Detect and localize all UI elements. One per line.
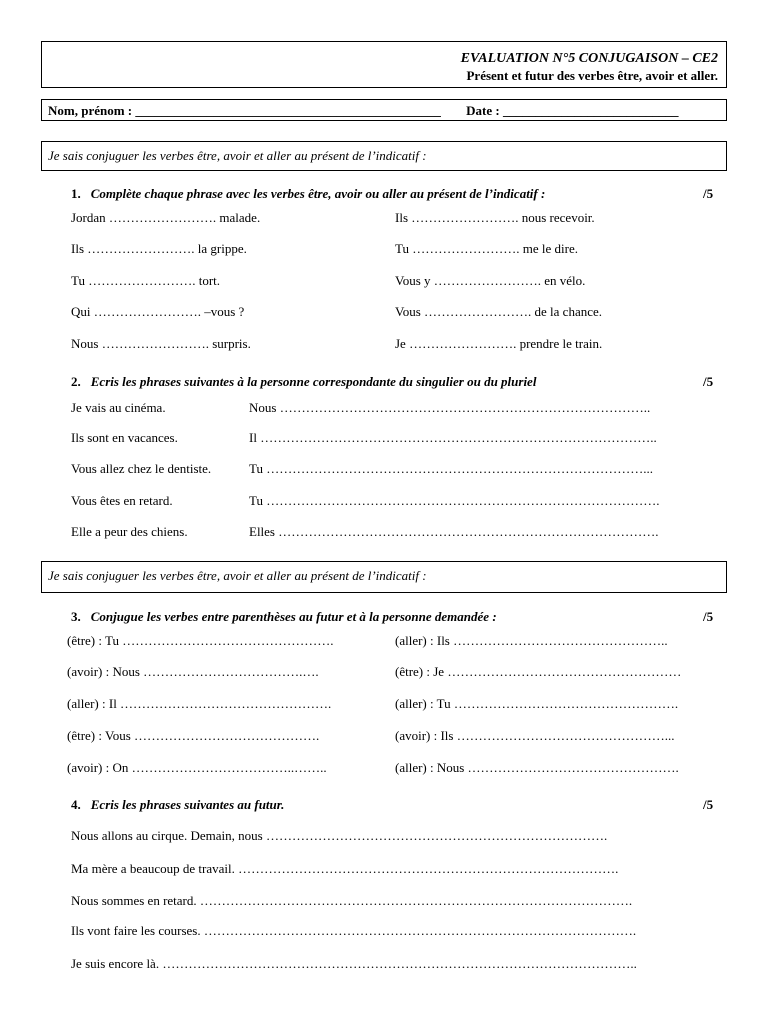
objective-box-2 bbox=[41, 561, 727, 593]
ex1-item[interactable]: Je ……………………. prendre le train. bbox=[395, 336, 603, 351]
exercise-2-score: /5 bbox=[703, 374, 714, 389]
ex4-answer-line[interactable]: Nous sommes en retard. ………………………………………………………………………………………. bbox=[71, 893, 633, 908]
exercise-4-score: /5 bbox=[703, 797, 714, 812]
ex3-item[interactable]: (aller) : Nous …………………………………………. bbox=[395, 760, 679, 775]
ex4-answer-line[interactable]: Je suis encore là. ……………………………………………………………………………………………….. bbox=[71, 956, 637, 971]
exercise-4-instruction: Ecris les phrases suivantes au futur. bbox=[90, 797, 285, 812]
objective-text-2: Je sais conjuguer les verbes être, avoir et aller au présent de l’indicatif : bbox=[48, 568, 427, 583]
ex3-item[interactable]: (avoir) : On ………………………………..…….. bbox=[67, 760, 327, 775]
name-date-box bbox=[41, 99, 727, 121]
ex4-answer-line[interactable]: Ma mère a beaucoup de travail. ……………………………………………………………………………. bbox=[71, 861, 619, 876]
exercise-1-number: 1. bbox=[71, 186, 81, 201]
page-title: EVALUATION N°5 CONJUGAISON – CE2 bbox=[460, 51, 718, 66]
header-box bbox=[41, 41, 727, 88]
exercise-3-title bbox=[71, 609, 497, 625]
ex2-answer-line[interactable]: Il ……………………………………………………………………………….. bbox=[249, 430, 657, 445]
ex1-item[interactable]: Qui ……………………. –vous ? bbox=[71, 304, 245, 319]
objective-box-1 bbox=[41, 141, 727, 171]
name-label: Nom, prénom : bbox=[48, 103, 133, 118]
ex1-item[interactable]: Vous y ……………………. en vélo. bbox=[395, 273, 586, 288]
ex4-answer-line[interactable]: Nous allons au cirque. Demain, nous ……………………………………………………………………. bbox=[71, 828, 608, 843]
objective-text-1: Je sais conjuguer les verbes être, avoir et aller au présent de l’indicatif : bbox=[48, 148, 427, 163]
date-label: Date : bbox=[466, 103, 500, 118]
exercise-2-number: 2. bbox=[71, 374, 81, 389]
exercise-2-instruction: Ecris les phrases suivantes à la personne correspondante du singulier ou du pluriel bbox=[90, 374, 537, 389]
ex1-item[interactable]: Tu ……………………. me le dire. bbox=[395, 241, 578, 256]
exercise-3-number: 3. bbox=[71, 609, 81, 624]
exercise-1-instruction: Complète chaque phrase avec les verbes être, avoir ou aller au présent de l’indicatif : bbox=[90, 186, 546, 201]
exercise-4-number: 4. bbox=[71, 797, 81, 812]
ex2-source-sentence: Ils sont en vacances. bbox=[71, 430, 178, 445]
ex3-item[interactable]: (être) : Je ……………………………………………… bbox=[395, 664, 682, 679]
ex2-source-sentence: Elle a peur des chiens. bbox=[71, 524, 188, 539]
exercise-3-instruction: Conjugue les verbes entre parenthèses au futur et à la personne demandée : bbox=[90, 609, 497, 624]
ex2-answer-line[interactable]: Nous ………………………………………………………………………….. bbox=[249, 400, 651, 415]
ex2-answer-line[interactable]: Tu ……………………………………………………………………………... bbox=[249, 461, 653, 476]
page-subtitle: Présent et futur des verbes être, avoir et aller. bbox=[466, 68, 718, 83]
ex4-answer-line[interactable]: Ils vont faire les courses. ………………………………………………………………………………………. bbox=[71, 923, 637, 938]
ex3-item[interactable]: (être) : Vous ……………………………………. bbox=[67, 728, 320, 743]
exercise-1-title bbox=[71, 186, 545, 202]
name-field[interactable]: _______________________________________________ bbox=[135, 103, 441, 118]
ex2-source-sentence: Je vais au cinéma. bbox=[71, 400, 166, 415]
exercise-2-title bbox=[71, 374, 536, 390]
ex1-item[interactable]: Nous ……………………. surpris. bbox=[71, 336, 251, 351]
ex3-item[interactable]: (avoir) : Nous ……………………………….…. bbox=[67, 664, 319, 679]
ex1-item[interactable]: Vous ……………………. de la chance. bbox=[395, 304, 603, 319]
ex3-item[interactable]: (aller) : Il …………………………………………. bbox=[67, 696, 332, 711]
ex1-item[interactable]: Ils ……………………. nous recevoir. bbox=[395, 210, 595, 225]
ex1-item[interactable]: Tu ……………………. tort. bbox=[71, 273, 221, 288]
ex2-answer-line[interactable]: Tu ………………………………………………………………………………. bbox=[249, 493, 660, 508]
ex2-source-sentence: Vous êtes en retard. bbox=[71, 493, 173, 508]
date-field[interactable]: ___________________________ bbox=[502, 103, 679, 118]
exercise-3-score: /5 bbox=[703, 609, 714, 624]
ex1-item[interactable]: Jordan ……………………. malade. bbox=[71, 210, 261, 225]
ex3-item[interactable]: (avoir) : Ils …………………………………………... bbox=[395, 728, 675, 743]
exercise-4-title bbox=[71, 797, 284, 813]
ex3-item[interactable]: (aller) : Tu ……………………………………………. bbox=[395, 696, 679, 711]
ex3-item[interactable]: (être) : Tu …………………………………………. bbox=[67, 633, 334, 648]
exercise-1-score: /5 bbox=[703, 186, 714, 201]
ex1-item[interactable]: Ils ……………………. la grippe. bbox=[71, 241, 247, 256]
name-date-line bbox=[48, 103, 678, 119]
ex3-item[interactable]: (aller) : Ils ………………………………………….. bbox=[395, 633, 668, 648]
ex2-answer-line[interactable]: Elles ……………………………………………………………………………. bbox=[249, 524, 659, 539]
ex2-source-sentence: Vous allez chez le dentiste. bbox=[71, 461, 212, 476]
